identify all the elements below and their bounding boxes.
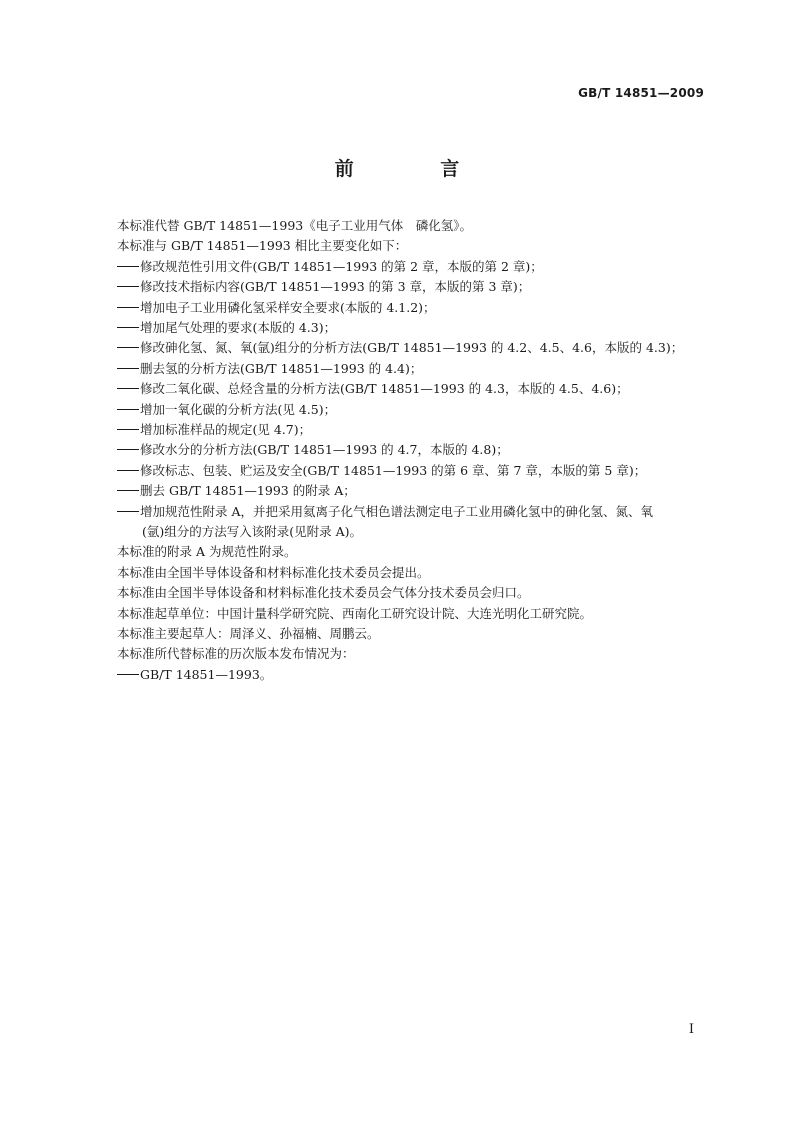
change-item-text: 删去 GB/T 14851—1993 的附录 A；	[140, 483, 356, 499]
paragraph-administered-by: 本标准由全国半导体设备和材料标准化技术委员会气体分技术委员会归口。	[117, 585, 530, 601]
change-item-text: 增加一氧化碳的分析方法(见 4.5)；	[140, 401, 337, 417]
paragraph-replacement: 本标准代替 GB/T 14851—1993《电子工业用气体 磷化氢》。	[117, 218, 472, 233]
change-item-text: 修改规范性引用文件(GB/T 14851—1993 的第 2 章，本版的第 2 章)；	[140, 258, 543, 274]
change-item	[117, 338, 717, 358]
paragraph-drafters: 本标准主要起草人：周泽义、孙福楠、周鹏云。	[117, 626, 380, 642]
change-item-continuation: (氩)组分的方法写入该附录(见附录 A)。	[142, 524, 363, 540]
dash-mark	[117, 511, 139, 512]
dash-mark	[117, 429, 139, 430]
change-item-text: 增加规范性附录 A，并把采用氦离子化气相色谱法测定电子工业用磷化氢中的砷化氢、氮、氧	[140, 503, 654, 519]
change-item	[117, 379, 717, 399]
dash-mark	[117, 388, 139, 389]
change-item	[117, 318, 717, 338]
dash-mark	[117, 266, 139, 267]
change-item	[117, 420, 717, 440]
page-number: I	[688, 1022, 694, 1037]
change-item-text: 增加电子工业用磷化氢采样安全要求(本版的 4.1.2)；	[140, 299, 436, 315]
change-item	[117, 461, 717, 481]
dash-mark	[117, 307, 139, 308]
paragraph-proposed-by: 本标准由全国半导体设备和材料标准化技术委员会提出。	[117, 564, 430, 580]
dash-mark	[117, 368, 139, 369]
dash-mark	[117, 347, 139, 348]
change-item-text: 修改标志、包装、贮运及安全(GB/T 14851—1993 的第 6 章、第 7 章，本版的第 5 章)；	[140, 462, 647, 478]
history-item-text: GB/T 14851—1993。	[140, 666, 273, 682]
change-item	[117, 257, 717, 277]
dash-mark	[117, 470, 139, 471]
history-item	[117, 665, 717, 685]
paragraph-history-intro: 本标准所代替标准的历次版本发布情况为：	[117, 646, 355, 662]
change-item-text: 修改二氧化碳、总烃含量的分析方法(GB/T 14851—1993 的 4.3，本版的 4.5、4.6)；	[140, 381, 629, 397]
standard-number: GB/T 14851—2009	[578, 86, 704, 100]
paragraph-drafting-units: 本标准起草单位：中国计量科学研究院、西南化工研究设计院、大连光明化工研究院。	[117, 605, 593, 621]
change-item	[117, 359, 717, 379]
change-item-text: 修改砷化氢、氮、氧(氩)组分的分析方法(GB/T 14851—1993 的 4.2、4.5、4.6，本版的 4.3)；	[140, 340, 684, 356]
dash-mark	[117, 674, 139, 675]
paragraph-annex: 本标准的附录 A 为规范性附录。	[117, 544, 297, 560]
dash-mark	[117, 490, 139, 491]
change-item-text: 增加标准样品的规定(见 4.7)；	[140, 422, 312, 438]
dash-mark	[117, 327, 139, 328]
change-item	[117, 400, 717, 420]
change-item	[117, 502, 717, 543]
change-item-text: 修改技术指标内容(GB/T 14851—1993 的第 3 章，本版的第 3 章)；	[140, 279, 531, 295]
dash-mark	[117, 286, 139, 287]
foreword-body	[117, 216, 717, 685]
dash-mark	[117, 449, 139, 450]
change-item	[117, 440, 717, 460]
paragraph-changes-intro: 本标准与 GB/T 14851—1993 相比主要变化如下：	[117, 238, 408, 254]
dash-mark	[117, 409, 139, 410]
change-item-text: 修改水分的分析方法(GB/T 14851—1993 的 4.7，本版的 4.8)；	[140, 442, 509, 458]
page-title: 前 言	[334, 158, 500, 180]
change-item	[117, 298, 717, 318]
change-item-text: 增加尾气处理的要求(本版的 4.3)；	[140, 320, 337, 335]
change-item	[117, 481, 717, 501]
change-item	[117, 277, 717, 297]
change-item-text: 删去氢的分析方法(GB/T 14851—1993 的 4.4)；	[140, 360, 423, 376]
